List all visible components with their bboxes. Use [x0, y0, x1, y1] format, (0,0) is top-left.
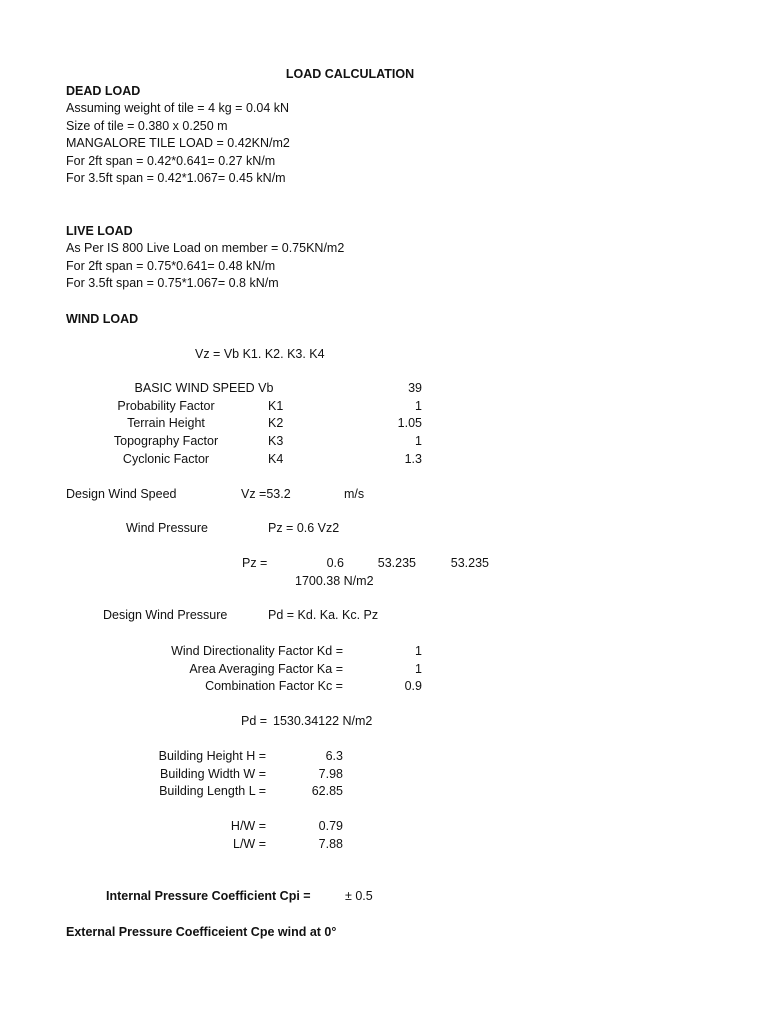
factor-symbol: K3: [268, 434, 284, 448]
design-wind-pressure-formula: Pd = Kd. Ka. Kc. Pz: [268, 608, 379, 622]
pz-vz: 53.235: [377, 556, 416, 570]
design-wind-pressure-label: Design Wind Pressure: [103, 608, 228, 622]
design-wind-speed-unit: m/s: [344, 487, 365, 501]
cpi-value: ± 0.5: [345, 889, 373, 903]
building-dimension-label: Building Width W =: [160, 767, 266, 781]
live-load-heading: LIVE LOAD: [66, 224, 133, 238]
wind-load-heading: WIND LOAD: [66, 312, 139, 326]
basic-wind-speed-value: 39: [408, 381, 422, 395]
pd-factor-label: Area Averaging Factor Ka =: [189, 662, 343, 676]
pd-factor-value: 0.9: [404, 679, 422, 693]
ratio-label: H/W =: [230, 819, 266, 833]
building-dimension-value: 62.85: [311, 784, 343, 798]
cpe-heading: External Pressure Coefficeient Cpe wind at 0°: [66, 925, 337, 939]
factor-value: 1.3: [404, 452, 422, 466]
ratio-label: L/W =: [233, 837, 266, 851]
factor-symbol: K4: [268, 452, 284, 466]
wind-pressure-formula: Pz = 0.6 Vz2: [268, 521, 340, 535]
ratio-value: 0.79: [318, 819, 343, 833]
live-load-line: As Per IS 800 Live Load on member = 0.75KN/m2: [66, 241, 345, 255]
factor-symbol: K2: [268, 416, 284, 430]
factor-symbol: K1: [268, 399, 284, 413]
cpi-label: Internal Pressure Coefficient Cpi =: [106, 889, 311, 903]
dead-load-heading: DEAD LOAD: [66, 84, 141, 98]
factor-value: 1.05: [397, 416, 422, 430]
pd-value: 1530.34122 N/m2: [273, 714, 373, 728]
pd-factor-value: 1: [415, 644, 422, 658]
building-dimension-label: Building Height H =: [158, 749, 266, 763]
factor-name: Terrain Height: [127, 416, 205, 430]
pd-label: Pd =: [241, 714, 268, 728]
pz-coefficient: 0.6: [326, 556, 344, 570]
factor-value: 1: [415, 434, 422, 448]
pd-factor-label: Wind Directionality Factor Kd =: [171, 644, 343, 658]
ratio-value: 7.88: [318, 837, 343, 851]
dead-load-line: MANGALORE TILE LOAD = 0.42KN/m2: [66, 136, 290, 150]
live-load-line: For 2ft span = 0.75*0.641= 0.48 kN/m: [66, 259, 276, 273]
factor-name: Cyclonic Factor: [122, 452, 210, 466]
building-dimension-value: 6.3: [325, 749, 343, 763]
building-dimension-value: 7.98: [318, 767, 343, 781]
pz-vz: 53.235: [450, 556, 489, 570]
factor-value: 1: [415, 399, 422, 413]
pz-result: 1700.38 N/m2: [295, 574, 374, 588]
design-wind-speed-label: Design Wind Speed: [66, 487, 177, 501]
pd-factor-label: Combination Factor Kc =: [205, 679, 343, 693]
live-load-line: For 3.5ft span = 0.75*1.067= 0.8 kN/m: [66, 276, 279, 290]
building-dimension-label: Building Length L =: [159, 784, 266, 798]
basic-wind-speed-label: BASIC WIND SPEED Vb: [134, 381, 274, 395]
factor-name: Probability Factor: [117, 399, 215, 413]
pd-factor-value: 1: [415, 662, 422, 676]
factor-name: Topography Factor: [113, 434, 219, 448]
wind-speed-formula: Vz = Vb K1. K2. K3. K4: [195, 347, 325, 361]
dead-load-line: For 2ft span = 0.42*0.641= 0.27 kN/m: [66, 154, 276, 168]
page-title: LOAD CALCULATION: [285, 67, 415, 81]
dead-load-line: For 3.5ft span = 0.42*1.067= 0.45 kN/m: [66, 171, 286, 185]
dead-load-line: Size of tile = 0.380 x 0.250 m: [66, 119, 228, 133]
dead-load-line: Assuming weight of tile = 4 kg = 0.04 kN: [66, 101, 290, 115]
design-wind-speed-value: Vz =53.2: [241, 487, 291, 501]
pz-label: Pz =: [242, 556, 268, 570]
wind-pressure-label: Wind Pressure: [126, 521, 208, 535]
